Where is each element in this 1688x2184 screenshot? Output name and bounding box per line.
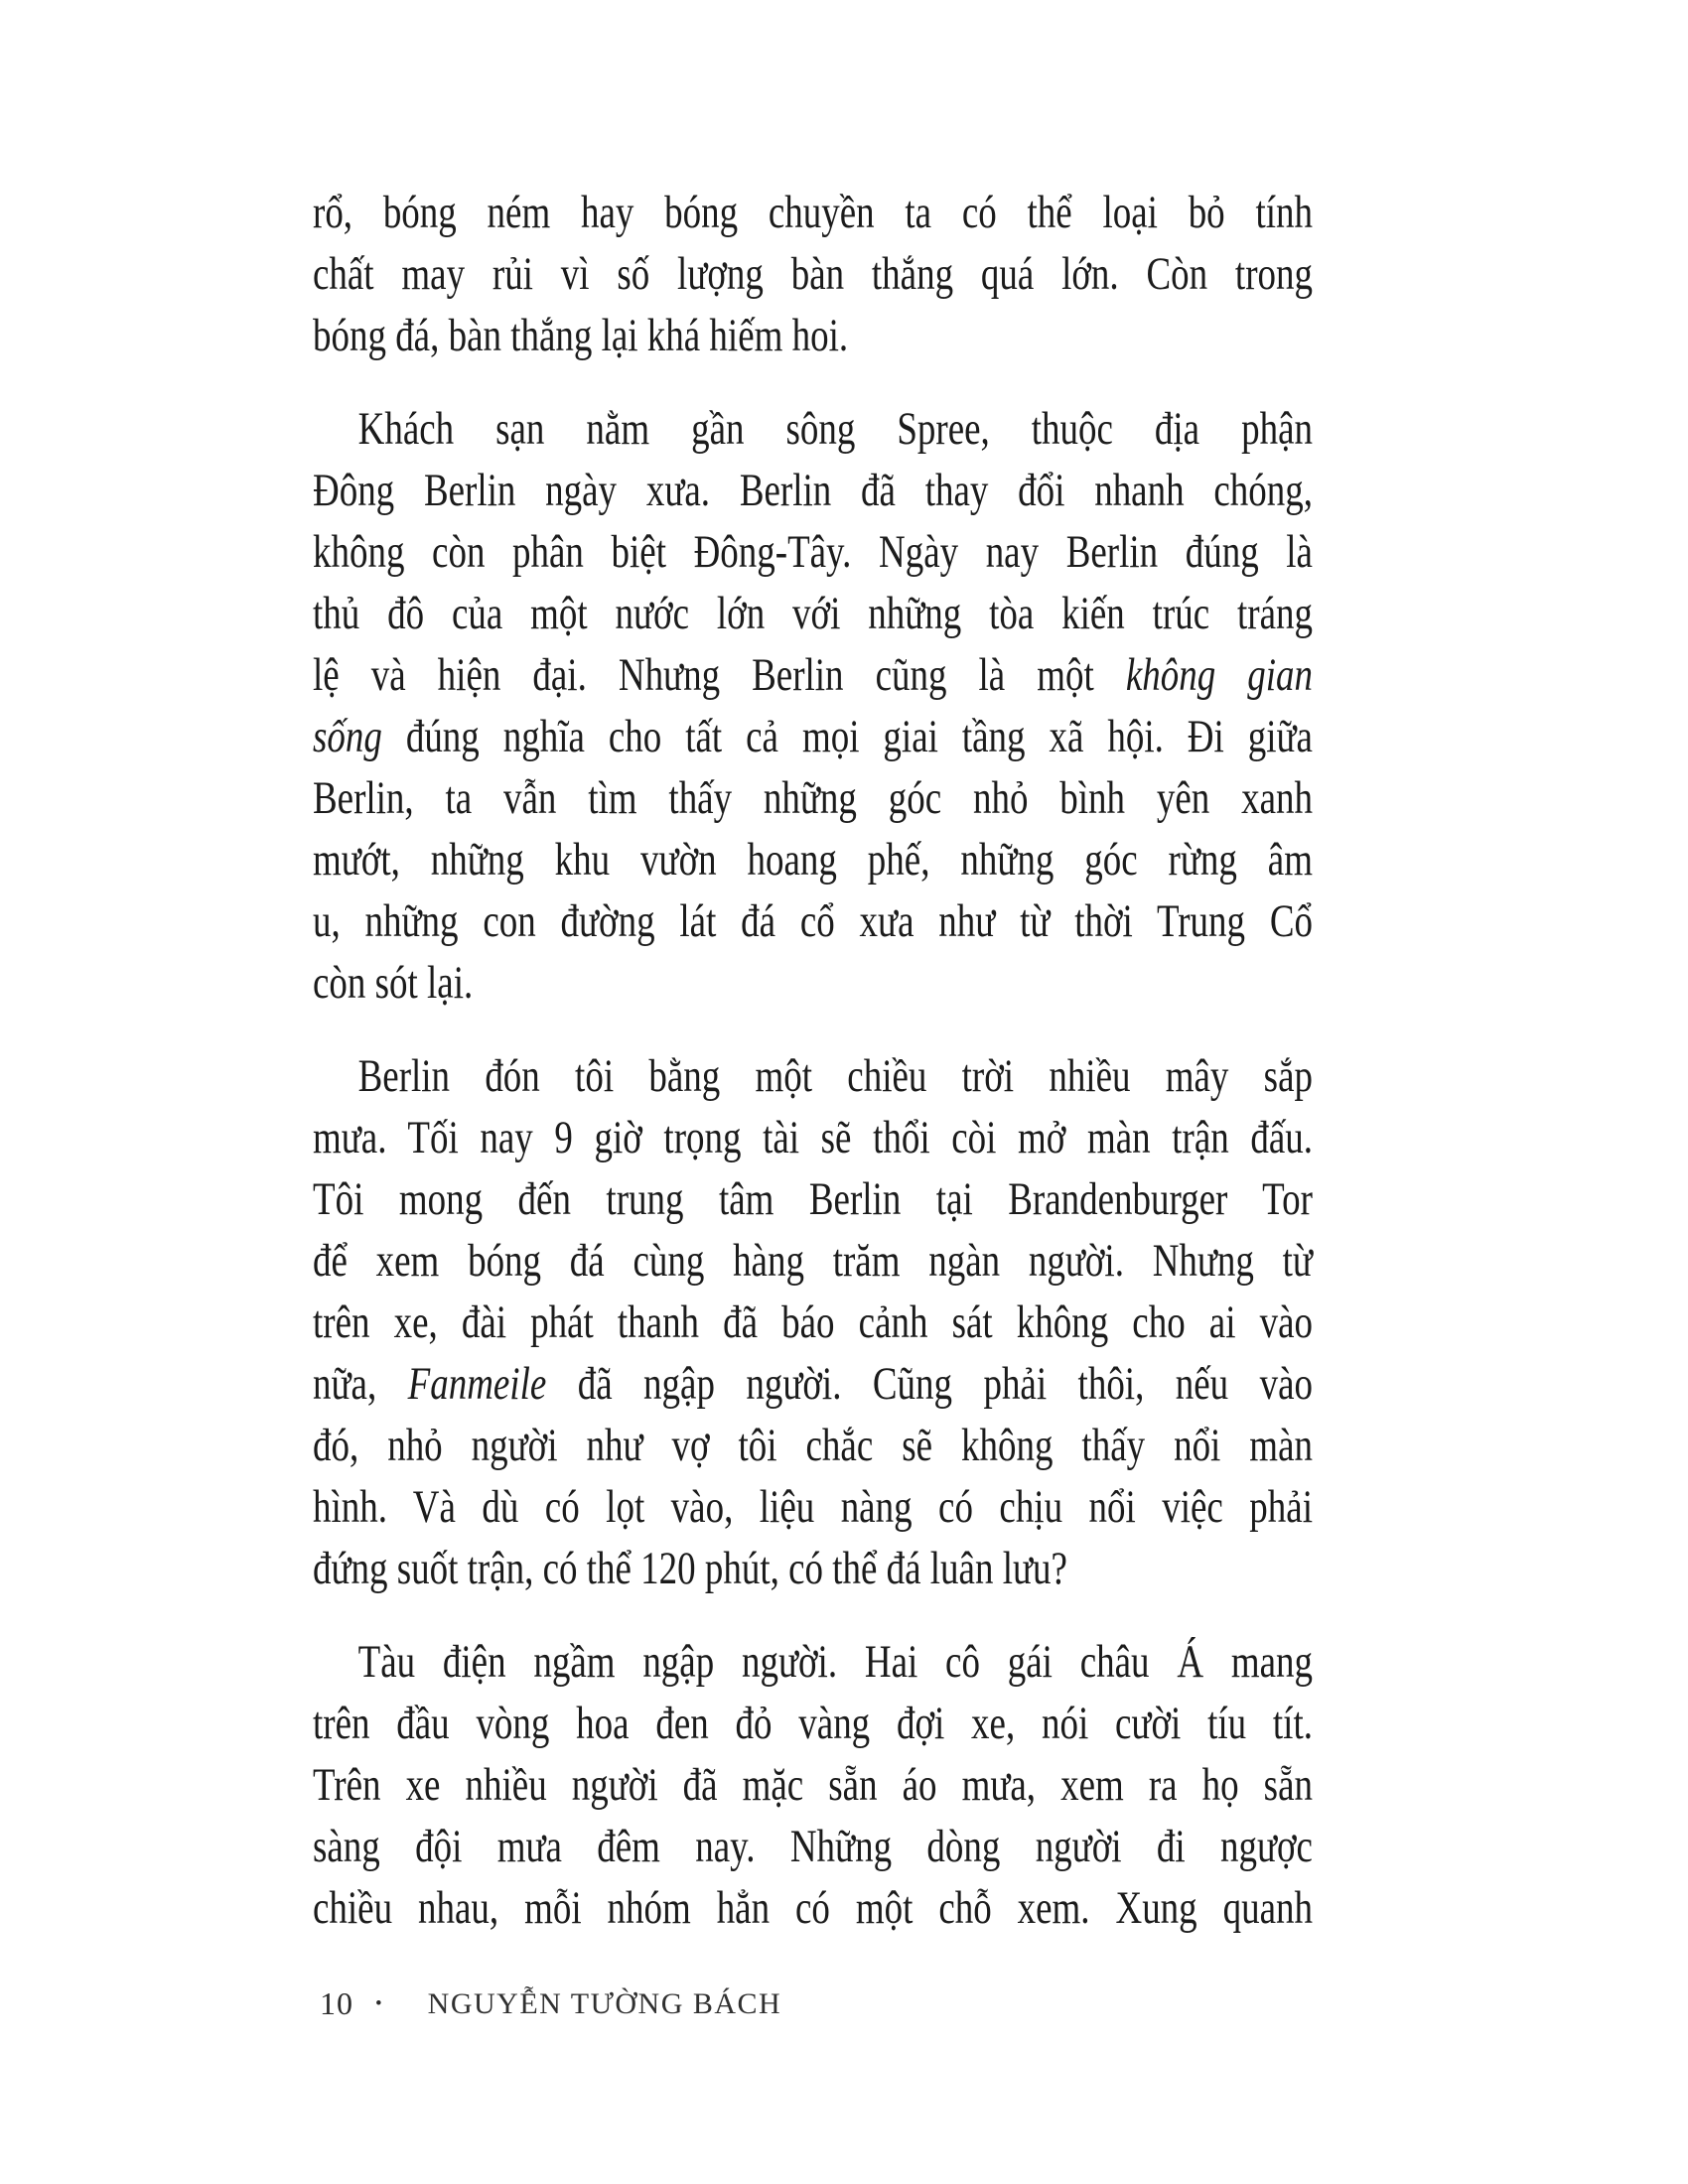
text-line [313, 1754, 1313, 1816]
text-column [313, 182, 1313, 1939]
text-line [313, 1816, 1313, 1877]
paragraph [313, 398, 1313, 1014]
text-run: mưa. Tối nay 9 giờ trọng tài sẽ thổi còi mở màn trận đấu. [313, 1112, 1313, 1163]
running-title: NGUYỄN TƯỜNG BÁCH [427, 1986, 782, 2020]
footer-separator-dot: • [375, 1992, 382, 2014]
text-run: đứng suốt trận, có thể 120 phút, có thể đá luân lưu? [313, 1543, 1067, 1594]
text-run: đúng nghĩa cho tất cả mọi giai tầng xã hội. Đi giữa [381, 711, 1313, 762]
text-run: Trên xe nhiều người đã mặc sẵn áo mưa, xem ra họ sẵn [313, 1759, 1313, 1811]
text-line [313, 1168, 1313, 1230]
text-run: Berlin đón tôi bằng một chiều trời nhiều mây sắp [357, 1050, 1313, 1102]
paragraph [313, 1631, 1313, 1939]
text-run: rổ, bóng ném hay bóng chuyền ta có thể loại bỏ tính [313, 187, 1313, 238]
text-line [313, 1230, 1313, 1292]
text-run: không còn phân biệt Đông-Tây. Ngày nay Berlin đúng là [313, 526, 1313, 578]
text-run: để xem bóng đá cùng hàng trăm ngàn người. Nhưng từ [313, 1235, 1313, 1287]
text-run: trên xe, đài phát thanh đã báo cảnh sát không cho ai vào [313, 1297, 1313, 1348]
text-line [313, 243, 1313, 305]
text-line [313, 1631, 1313, 1693]
text-line [313, 182, 1313, 243]
text-run: hình. Và dù có lọt vào, liệu nàng có chịu nổi việc phải [313, 1481, 1313, 1533]
text-run: đã ngập người. Cũng phải thôi, nếu vào [546, 1358, 1313, 1410]
text-line [313, 952, 1313, 1014]
text-run: Tàu điện ngầm ngập người. Hai cô gái châu Á mang [357, 1636, 1313, 1688]
text-line [313, 890, 1313, 952]
page-number: 10 [320, 1985, 353, 2021]
paragraph [313, 1045, 1313, 1599]
text-run: bóng đá, bàn thắng lại khá hiếm hoi. [313, 310, 849, 361]
text-line [313, 1045, 1313, 1107]
text-run: lệ và hiện đại. Nhưng Berlin cũng là một [313, 649, 1126, 701]
text-line [313, 1877, 1313, 1939]
text-line [313, 521, 1313, 583]
text-line [313, 1292, 1313, 1353]
text-line [313, 706, 1313, 767]
text-line [313, 1538, 1313, 1599]
text-run: Berlin, ta vẫn tìm thấy những góc nhỏ bình yên xanh [313, 772, 1313, 824]
text-line [313, 1107, 1313, 1168]
text-line [313, 1476, 1313, 1538]
text-run: thủ đô của một nước lớn với những tòa kiến trúc tráng [313, 588, 1313, 639]
paragraph [313, 182, 1313, 366]
text-line [313, 398, 1313, 460]
page-footer [320, 1985, 781, 2022]
text-run: sàng đội mưa đêm nay. Những dòng người đi ngược [313, 1821, 1313, 1872]
text-line [313, 1693, 1313, 1754]
text-run: trên đầu vòng hoa đen đỏ vàng đợi xe, nói cười tíu tít. [313, 1698, 1313, 1749]
text-line [313, 460, 1313, 521]
text-line [313, 829, 1313, 890]
text-run: chiều nhau, mỗi nhóm hẳn có một chỗ xem. Xung quanh [313, 1882, 1313, 1934]
text-line [313, 305, 1313, 366]
text-run: nữa, [313, 1358, 408, 1410]
text-line [313, 583, 1313, 644]
text-run: mướt, những khu vườn hoang phế, những góc rừng âm [313, 834, 1313, 886]
italic-text-run: không gian [1125, 649, 1313, 701]
text-run: Tôi mong đến trung tâm Berlin tại Brandenburger Tor [313, 1173, 1313, 1225]
italic-text-run: Fanmeile [407, 1358, 547, 1410]
text-line [313, 1415, 1313, 1476]
italic-text-run: sống [313, 711, 382, 762]
text-run: Đông Berlin ngày xưa. Berlin đã thay đổi nhanh chóng, [313, 465, 1313, 516]
text-run: chất may rủi vì số lượng bàn thắng quá lớn. Còn trong [313, 248, 1313, 300]
text-line [313, 644, 1313, 706]
text-line [313, 767, 1313, 829]
text-run: u, những con đường lát đá cổ xưa như từ thời Trung Cổ [313, 895, 1313, 947]
text-run: Khách sạn nằm gần sông Spree, thuộc địa phận [357, 403, 1313, 455]
text-line [313, 1353, 1313, 1415]
text-run: đó, nhỏ người như vợ tôi chắc sẽ không thấy nổi màn [313, 1420, 1313, 1471]
text-run: còn sót lại. [313, 957, 474, 1009]
